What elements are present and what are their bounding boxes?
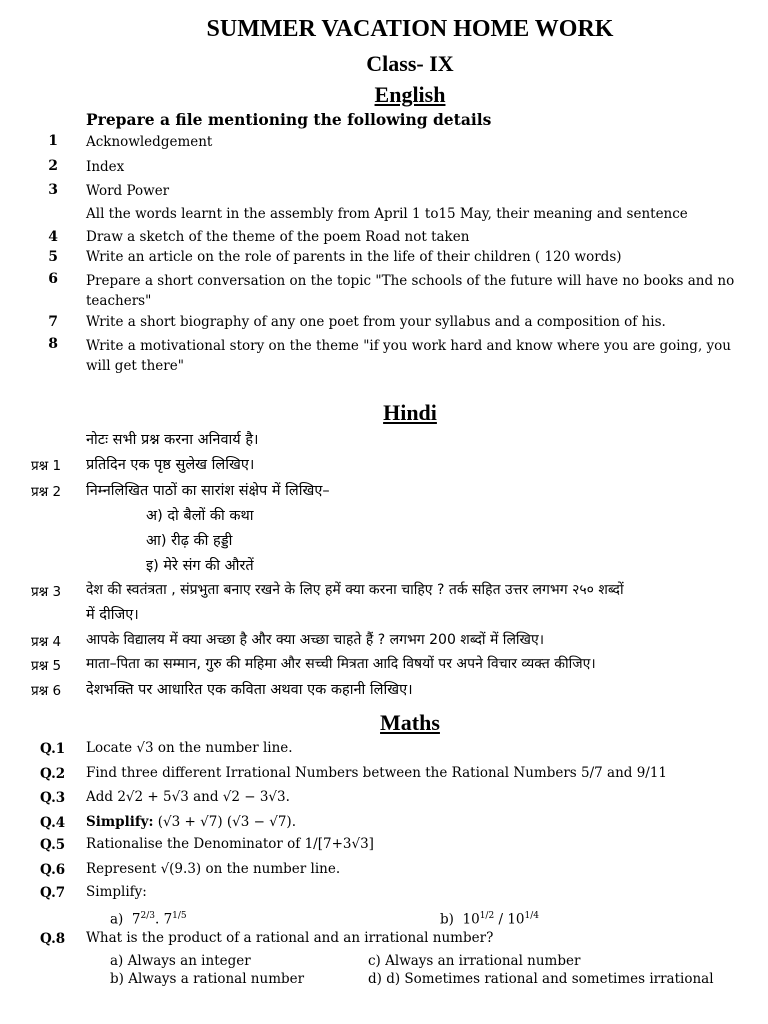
hindi-q3-line1: देश की स्वतंत्रता , संप्रभुता बनाए रखने के लिए हमें क्या करना चाहिए ? तर्क सहित उत्तर लगभग २५० शब्दों bbox=[86, 582, 624, 598]
q7b-exponent: 1/4 bbox=[524, 911, 539, 921]
option-label: c) bbox=[368, 953, 381, 969]
hindi-q6: देशभक्ति पर आधारित एक कविता अथवा एक कहानी लिखिए। bbox=[86, 682, 413, 698]
list-item-number: 1 bbox=[48, 133, 58, 149]
option-text: Always an integer bbox=[127, 953, 251, 969]
option-text: d) Sometimes rational and sometimes irrational bbox=[386, 971, 714, 987]
maths-q6-label: Q.6 bbox=[40, 862, 66, 878]
maths-q7: Simplify: bbox=[86, 884, 147, 900]
option-label: a) bbox=[110, 953, 124, 969]
maths-q3: Add 2√2 + 5√3 and √2 − 3√3. bbox=[86, 789, 290, 805]
hindi-q2-sub: अ) दो बैलों की कथा bbox=[146, 508, 254, 524]
maths-q8-label: Q.8 bbox=[40, 931, 66, 947]
maths-q7-option-b bbox=[440, 908, 539, 929]
list-item-number: 8 bbox=[48, 336, 58, 352]
list-item: Acknowledgement bbox=[86, 134, 213, 150]
list-item: Write an article on the role of parents in the life of their children ( 120 words) bbox=[86, 249, 622, 265]
hindi-q5-label: प्रश्न 5 bbox=[31, 658, 62, 674]
option-label: a) bbox=[110, 911, 124, 928]
hindi-q2-sub: आ) रीढ़ की हड्डी bbox=[146, 533, 233, 549]
hindi-q4: आपके विद्यालय में क्या अच्छा है और क्या अच्छा चाहते हैं ? लगभग 200 शब्दों में लिखिए। bbox=[86, 632, 545, 648]
maths-q8-option-b bbox=[110, 971, 304, 988]
maths-q7-label: Q.7 bbox=[40, 885, 66, 901]
option-label: b) bbox=[440, 911, 454, 928]
list-item-number: 5 bbox=[48, 249, 58, 265]
maths-q8-option-c bbox=[368, 953, 580, 970]
list-item: Word Power bbox=[86, 183, 170, 199]
maths-q8-option-d bbox=[368, 971, 714, 988]
list-item-number: 4 bbox=[48, 229, 58, 245]
maths-q4 bbox=[86, 814, 296, 831]
hindi-q3-line2: में दीजिए। bbox=[86, 607, 139, 623]
q7a-exponent: 2/3 bbox=[140, 911, 155, 921]
hindi-q2-sub: इ) मेरे संग की औरतें bbox=[146, 558, 254, 574]
q7a-mid: . 7 bbox=[155, 911, 173, 928]
option-text: Always an irrational number bbox=[385, 953, 581, 969]
maths-q5: Rationalise the Denominator of 1/[7+3√3] bbox=[86, 836, 374, 852]
hindi-q5: माता–पिता का सम्मान, गुरु की महिमा और सच्ची मित्रता आदि विषयों पर अपने विचार व्यक्त कीजिए। bbox=[86, 656, 596, 672]
maths-q2: Find three different Irrational Numbers between the Rational Numbers 5/7 and 9/11 bbox=[86, 765, 668, 781]
q7b-base: 10 bbox=[462, 911, 480, 928]
list-item: All the words learnt in the assembly from April 1 to15 May, their meaning and sentence bbox=[86, 206, 688, 222]
simplify-label: Simplify: bbox=[86, 814, 154, 830]
hindi-q3-label: प्रश्न 3 bbox=[31, 584, 62, 600]
hindi-q6-label: प्रश्न 6 bbox=[31, 683, 62, 699]
list-item: Draw a sketch of the theme of the poem Road not taken bbox=[86, 229, 470, 245]
maths-q7-option-a bbox=[110, 908, 187, 929]
maths-q6: Represent √(9.3) on the number line. bbox=[86, 861, 341, 877]
english-heading: English bbox=[374, 82, 446, 107]
hindi-q1-label: प्रश्न 1 bbox=[31, 458, 62, 474]
list-item-number: 3 bbox=[48, 182, 58, 198]
hindi-q1: प्रतिदिन एक पृष्ठ सुलेख लिखिए। bbox=[86, 457, 255, 473]
maths-q5-label: Q.5 bbox=[40, 837, 66, 853]
option-text: Always a rational number bbox=[128, 971, 305, 987]
maths-q8: What is the product of a rational and an irrational number? bbox=[86, 930, 494, 946]
maths-heading: Maths bbox=[380, 710, 440, 735]
hindi-note: नोटः सभी प्रश्न करना अनिवार्य है। bbox=[86, 432, 259, 448]
list-item-number: 6 bbox=[48, 271, 58, 287]
maths-q3-label: Q.3 bbox=[40, 790, 66, 806]
class-heading: Class- IX bbox=[366, 51, 454, 76]
maths-q4-label: Q.4 bbox=[40, 815, 66, 831]
list-item: Write a motivational story on the theme "if you work hard and know where you are going, you will get there" bbox=[86, 338, 731, 374]
maths-q2-label: Q.2 bbox=[40, 766, 66, 782]
q7b-exponent: 1/2 bbox=[479, 911, 495, 921]
list-item: Write a short biography of any one poet from your syllabus and a composition of his. bbox=[86, 314, 666, 330]
english-intro: Prepare a file mentioning the following details bbox=[86, 110, 492, 129]
list-item-number: 2 bbox=[48, 158, 58, 174]
maths-q1-label: Q.1 bbox=[40, 741, 66, 757]
q7a-exponent: 1/5 bbox=[172, 911, 187, 921]
maths-q4-expression: (√3 + √7) (√3 − √7). bbox=[153, 814, 296, 830]
list-item-number: 7 bbox=[48, 314, 58, 330]
hindi-q2: निम्नलिखित पाठों का सारांश संक्षेप में लिखिए– bbox=[86, 483, 330, 499]
maths-q1: Locate √3 on the number line. bbox=[86, 740, 293, 756]
hindi-q4-label: प्रश्न 4 bbox=[31, 634, 62, 650]
option-label: d) bbox=[368, 971, 382, 987]
q7a-base: 7 bbox=[131, 911, 141, 928]
list-item: Index bbox=[86, 159, 125, 175]
option-label: b) bbox=[110, 971, 124, 987]
maths-q8-option-a bbox=[110, 953, 251, 970]
q7b-mid: / 10 bbox=[494, 911, 525, 928]
hindi-q2-label: प्रश्न 2 bbox=[31, 484, 62, 500]
hindi-heading: Hindi bbox=[383, 400, 437, 425]
page-title: SUMMER VACATION HOME WORK bbox=[206, 16, 614, 42]
list-item: Prepare a short conversation on the topic "The schools of the future will have no books and no teachers" bbox=[86, 273, 735, 309]
